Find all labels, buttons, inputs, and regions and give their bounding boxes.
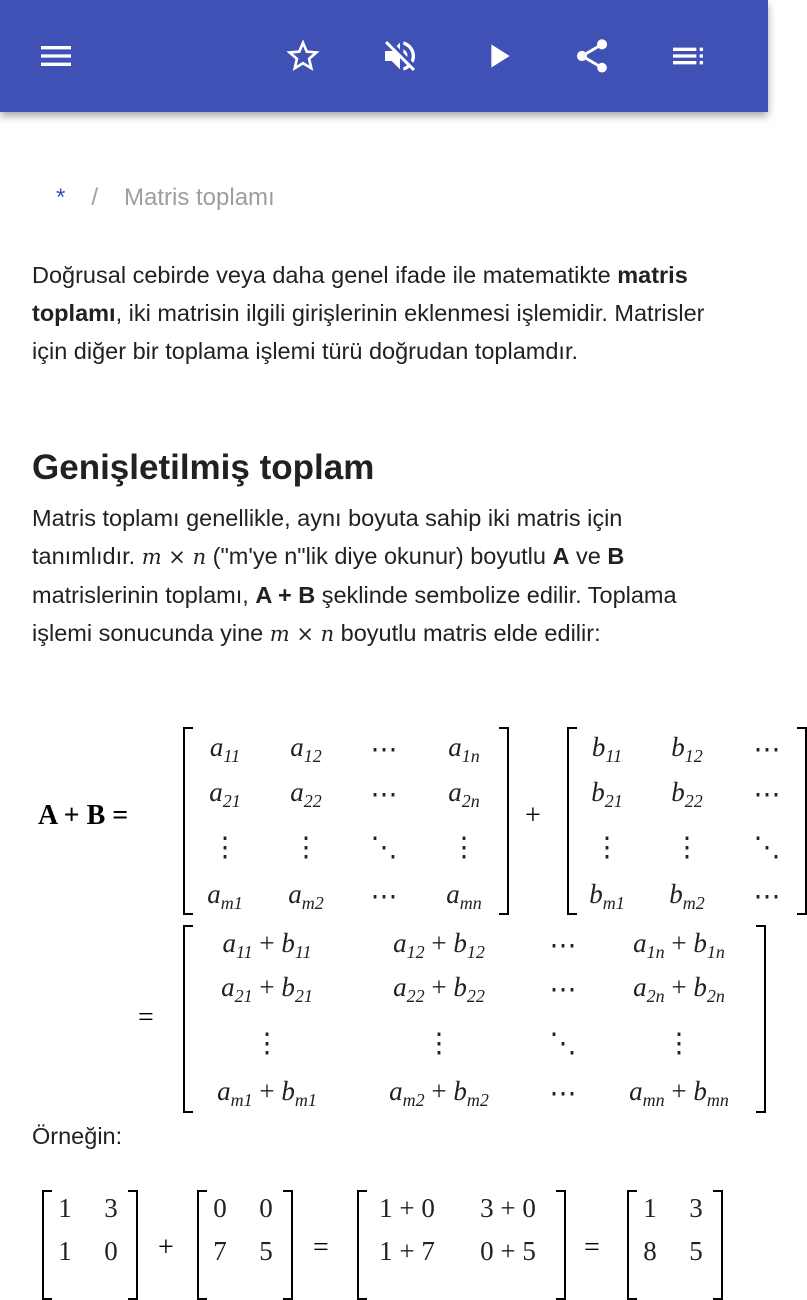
text: ve (569, 543, 608, 569)
text: Matris toplamı genellikle, aynı boyuta sahip iki matris için tanımlıdır. (32, 505, 623, 569)
matrix-cell: 1 (643, 1192, 657, 1223)
matrix-cell: $a_{22}$ (290, 776, 322, 811)
matrix-cell: ⋮ (593, 831, 621, 862)
matrix-cell: $a_{21} + b_{21}$ (221, 971, 313, 1006)
example-matrix-2 (197, 1190, 293, 1300)
matrix-cell: $b_{m1}$ (589, 878, 625, 913)
breadcrumb-separator: / (91, 184, 99, 211)
matrix-cell: $a_{mn}$ (446, 878, 482, 913)
matrix-cell: ⋮ (292, 831, 320, 862)
breadcrumb-current: Matris toplamı (124, 184, 275, 211)
matrix-b (567, 727, 807, 915)
play-icon[interactable] (478, 36, 518, 76)
matrix-cell: $b_{12}$ (671, 731, 703, 766)
sum-symbol: A + B (255, 582, 316, 608)
matrix-cell: $a_{m2}$ (288, 878, 324, 913)
matrix-cell: ⋯ (753, 778, 781, 809)
table-of-contents-icon[interactable] (668, 36, 708, 76)
text: boyutlu matris elde edilir: (334, 620, 601, 646)
matrix-cell: ⋯ (370, 733, 398, 764)
matrix-cell: $a_{2n} + b_{2n}$ (633, 971, 725, 1006)
matrix-cell: ⋮ (665, 1027, 693, 1058)
matrix-cell: ⋱ (549, 1027, 577, 1058)
intro-bold-term: matris toplamı (32, 262, 688, 326)
share-icon[interactable] (572, 36, 612, 76)
matrix-cell: $a_{12} + b_{12}$ (393, 927, 485, 962)
app-bar (0, 0, 768, 112)
breadcrumb (56, 184, 275, 212)
matrix-cell: $a_{1n} + b_{1n}$ (633, 927, 725, 962)
matrix-cell: $b_{m2}$ (669, 878, 705, 913)
matrix-a (183, 727, 509, 915)
formula-lhs: A + B = (38, 800, 129, 831)
plus-sign: + (525, 800, 541, 831)
matrix-cell: ⋮ (673, 831, 701, 862)
intro-text: Doğrusal cebirde veya daha genel ifade ile matematikte (32, 262, 618, 288)
breadcrumb-home-link[interactable]: * (56, 184, 66, 211)
matrix-cell: $a_{11}$ (209, 731, 241, 766)
volume-off-icon[interactable] (380, 36, 420, 76)
example-plus: + (158, 1232, 174, 1263)
section-paragraph (32, 499, 722, 653)
example-matrix-3 (357, 1190, 566, 1300)
matrix-cell: 0 (213, 1192, 227, 1223)
matrix-sum (183, 925, 766, 1113)
matrix-cell: $b_{21}$ (591, 776, 623, 811)
matrix-cell: $a_{22} + b_{22}$ (393, 971, 485, 1006)
matrix-cell: 7 (213, 1235, 227, 1266)
equals-sign: = (138, 1002, 154, 1033)
example-equals-1: = (313, 1232, 329, 1263)
matrix-cell: 0 + 5 (480, 1235, 536, 1266)
matrix-cell: 3 + 0 (480, 1192, 536, 1223)
math-mxn: m × n (141, 545, 207, 569)
matrix-cell: 1 + 7 (379, 1235, 435, 1266)
star-icon[interactable] (283, 36, 323, 76)
intro-paragraph (32, 256, 732, 370)
matrix-cell: 0 (104, 1235, 118, 1266)
matrix-cell: 3 (104, 1192, 118, 1223)
matrix-cell: ⋯ (753, 880, 781, 911)
intro-text-2: , iki matrisin ilgili girişlerinin eklenmesi işlemidir. Matrisler için diğer bir toplama işlemi türü doğrudan toplamdır. (32, 300, 705, 364)
matrix-cell: 1 (58, 1235, 72, 1266)
matrix-cell: $b_{11}$ (591, 731, 623, 766)
matrix-cell: $a_{m1} + b_{m1}$ (217, 1075, 317, 1110)
matrix-cell: 5 (689, 1235, 703, 1266)
math-mxn: m × n (269, 622, 335, 646)
example-label: Örneğin: (32, 1123, 123, 1149)
matrix-cell: 0 (259, 1192, 273, 1223)
matrix-cell: ⋯ (549, 973, 577, 1004)
matrix-cell: $a_{mn} + b_{mn}$ (629, 1075, 729, 1110)
matrix-cell: $a_{21}$ (209, 776, 241, 811)
matrix-cell: ⋮ (450, 831, 478, 862)
matrix-cell: $b_{22}$ (671, 776, 703, 811)
matrix-cell: 1 + 0 (379, 1192, 435, 1223)
text: ("m'ye n"lik diye okunur) boyutlu (206, 543, 553, 569)
text: matrislerinin toplamı, (32, 582, 256, 608)
matrix-cell: $a_{m2} + b_{m2}$ (389, 1075, 489, 1110)
matrix-cell: ⋯ (370, 880, 398, 911)
example-equals-2: = (584, 1232, 600, 1263)
matrix-cell: ⋮ (253, 1027, 281, 1058)
matrix-cell: 1 (58, 1192, 72, 1223)
matrix-cell: ⋯ (370, 778, 398, 809)
matrix-cell: ⋮ (211, 831, 239, 862)
matrix-cell: 5 (259, 1235, 273, 1266)
matrix-cell: ⋱ (370, 831, 398, 862)
matrix-b-symbol: B (607, 543, 625, 569)
example-matrix-4 (627, 1190, 723, 1300)
section-heading: Genişletilmiş toplam (32, 448, 375, 487)
text: şeklinde sembolize edilir. Toplama işlemi sonucunda yine (32, 582, 677, 646)
matrix-cell: ⋯ (549, 1077, 577, 1108)
matrix-cell: ⋱ (753, 831, 781, 862)
matrix-cell: $a_{12}$ (290, 731, 322, 766)
matrix-cell: $a_{2n}$ (448, 776, 480, 811)
matrix-cell: ⋮ (425, 1027, 453, 1058)
matrix-cell: $a_{m1}$ (207, 878, 243, 913)
matrix-cell: 8 (643, 1235, 657, 1266)
matrix-cell: ⋯ (549, 929, 577, 960)
menu-icon[interactable] (36, 36, 76, 76)
matrix-cell: $a_{1n}$ (448, 731, 480, 766)
matrix-cell: ⋯ (753, 733, 781, 764)
example-matrix-1 (42, 1190, 138, 1300)
matrix-cell: 3 (689, 1192, 703, 1223)
matrix-a-symbol: A (552, 543, 570, 569)
matrix-cell: $a_{11} + b_{11}$ (222, 927, 312, 962)
